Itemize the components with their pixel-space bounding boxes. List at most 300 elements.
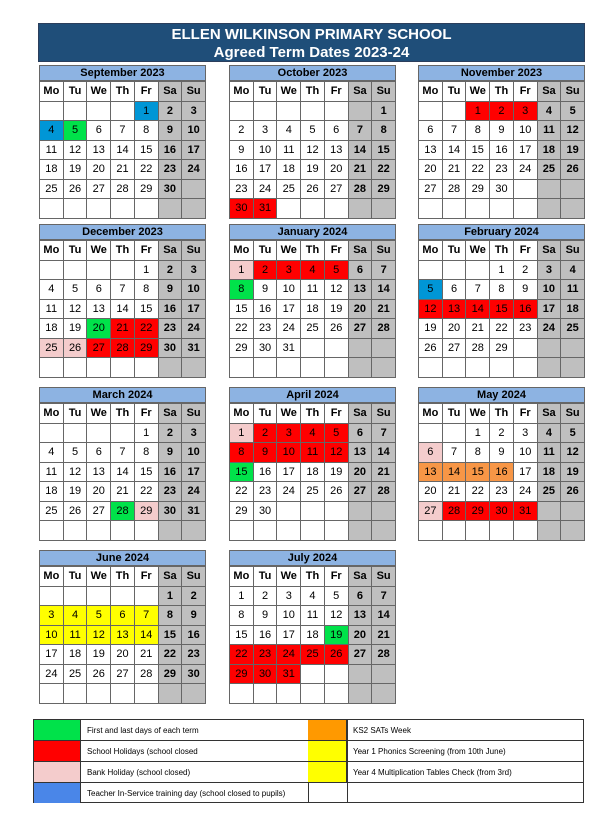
day-cell: 20 [87,482,111,502]
empty-cell [301,102,325,122]
month-december-2023 [39,224,206,378]
weekday-header: Su [561,241,585,261]
weekday-header: Tu [64,241,88,261]
day-cell: 22 [490,319,514,339]
day-cell: 15 [135,463,159,483]
day-cell: 8 [230,443,254,463]
day-cell: 19 [87,645,111,665]
day-cell: 14 [372,280,396,300]
empty-cell [372,521,396,541]
empty-cell [349,339,373,359]
empty-cell [159,521,183,541]
empty-cell [419,199,443,219]
weekday-header: Su [372,82,396,102]
day-cell: 13 [349,280,373,300]
empty-cell [111,261,135,281]
day-cell: 21 [349,160,373,180]
day-cell: 18 [561,300,585,320]
day-cell: 31 [514,502,538,522]
weekday-header: Su [182,241,206,261]
weekday-header: Mo [419,82,443,102]
day-cell: 4 [538,424,562,444]
day-cell: 27 [419,502,443,522]
weekday-header: Th [490,82,514,102]
day-cell: 25 [561,319,585,339]
day-cell: 11 [561,280,585,300]
day-cell: 14 [443,141,467,161]
day-cell: 5 [325,424,349,444]
empty-cell [182,180,206,200]
day-cell: 25 [538,482,562,502]
month-title: June 2024 [39,550,206,566]
weekday-header: Su [561,404,585,424]
day-cell: 1 [135,102,159,122]
day-cell: 17 [538,300,562,320]
empty-cell [514,339,538,359]
empty-cell [372,502,396,522]
day-cell: 23 [254,645,278,665]
legend-item-holidays [34,741,198,761]
month-grid [418,240,585,378]
day-cell: 12 [87,626,111,646]
empty-cell [301,684,325,704]
day-cell: 19 [64,319,88,339]
weekday-header: Su [182,567,206,587]
empty-cell [40,261,64,281]
day-cell: 24 [254,180,278,200]
day-cell: 8 [135,121,159,141]
day-cell: 26 [325,319,349,339]
empty-cell [466,199,490,219]
day-cell: 22 [230,482,254,502]
day-cell: 27 [349,482,373,502]
day-cell: 30 [254,339,278,359]
weekday-header: Fr [135,241,159,261]
weekday-header: Fr [135,82,159,102]
day-cell: 12 [325,443,349,463]
day-cell: 29 [466,502,490,522]
empty-cell [490,358,514,378]
day-cell: 17 [277,463,301,483]
day-cell: 9 [182,606,206,626]
day-cell: 25 [301,482,325,502]
weekday-header: Fr [514,82,538,102]
weekday-header: Mo [419,404,443,424]
day-cell: 24 [514,482,538,502]
day-cell: 24 [277,319,301,339]
day-cell: 21 [372,463,396,483]
day-cell: 18 [301,300,325,320]
empty-cell [111,424,135,444]
day-cell: 26 [64,339,88,359]
month-grid [229,240,396,378]
empty-cell [64,358,88,378]
weekday-header: Tu [254,404,278,424]
day-cell: 16 [514,300,538,320]
empty-cell [182,521,206,541]
day-cell: 5 [64,121,88,141]
day-cell: 27 [349,645,373,665]
day-cell: 7 [111,280,135,300]
empty-cell [443,102,467,122]
day-cell: 29 [372,180,396,200]
day-cell: 19 [325,300,349,320]
weekday-header: Tu [64,404,88,424]
empty-cell [40,587,64,607]
month-october-2023 [229,65,396,219]
legend-item-sats [308,720,411,740]
empty-cell [538,521,562,541]
empty-cell [182,199,206,219]
day-cell: 2 [182,587,206,607]
weekday-header: Mo [230,82,254,102]
weekday-header: Tu [254,241,278,261]
empty-cell [325,102,349,122]
day-cell: 1 [135,424,159,444]
day-cell: 25 [40,502,64,522]
day-cell: 9 [490,121,514,141]
empty-cell [230,684,254,704]
weekday-header: Mo [230,241,254,261]
empty-cell [87,199,111,219]
day-cell: 20 [443,319,467,339]
day-cell: 16 [254,300,278,320]
empty-cell [419,102,443,122]
day-cell: 13 [419,463,443,483]
day-cell: 28 [372,482,396,502]
day-cell: 17 [277,300,301,320]
day-cell: 11 [301,443,325,463]
month-title: November 2023 [418,65,585,81]
day-cell: 27 [87,180,111,200]
month-grid [229,566,396,704]
day-cell: 23 [230,180,254,200]
weekday-header: Tu [443,404,467,424]
day-cell: 25 [64,665,88,685]
weekday-header: Sa [349,567,373,587]
day-cell: 19 [561,463,585,483]
empty-cell [419,261,443,281]
empty-cell [111,684,135,704]
weekday-header: Th [490,404,514,424]
day-cell: 21 [111,482,135,502]
day-cell: 15 [490,300,514,320]
day-cell: 2 [490,102,514,122]
day-cell: 28 [466,339,490,359]
month-grid [418,81,585,219]
day-cell: 9 [159,443,183,463]
weekday-header: Fr [325,82,349,102]
month-title: April 2024 [229,387,396,403]
month-july-2024 [229,550,396,704]
empty-cell [561,521,585,541]
day-cell: 22 [135,319,159,339]
weekday-header: Tu [254,82,278,102]
empty-cell [277,502,301,522]
day-cell: 10 [277,280,301,300]
month-grid [39,81,206,219]
day-cell: 23 [159,160,183,180]
day-cell: 5 [301,121,325,141]
month-title: September 2023 [39,65,206,81]
empty-cell [538,358,562,378]
empty-cell [561,199,585,219]
weekday-header: Fr [135,404,159,424]
day-cell: 3 [182,102,206,122]
day-cell: 14 [372,606,396,626]
empty-cell [230,521,254,541]
day-cell: 30 [254,502,278,522]
day-cell: 4 [538,102,562,122]
day-cell: 6 [443,280,467,300]
calendar-subtitle: Agreed Term Dates 2023-24 [213,44,410,61]
day-cell: 23 [254,482,278,502]
day-cell: 26 [301,180,325,200]
day-cell: 18 [538,463,562,483]
weekday-header: We [277,241,301,261]
empty-cell [443,424,467,444]
day-cell: 27 [419,180,443,200]
empty-cell [64,424,88,444]
day-cell: 28 [443,180,467,200]
day-cell: 17 [182,463,206,483]
day-cell: 10 [182,121,206,141]
day-cell: 24 [277,482,301,502]
month-grid [39,403,206,541]
day-cell: 11 [301,606,325,626]
day-cell: 16 [254,463,278,483]
day-cell: 13 [443,300,467,320]
day-cell: 28 [349,180,373,200]
weekday-header: Sa [349,82,373,102]
empty-cell [64,261,88,281]
empty-cell [538,339,562,359]
empty-cell [561,358,585,378]
weekday-header: Mo [230,404,254,424]
day-cell: 17 [40,645,64,665]
legend-item-multiplication [308,762,512,782]
empty-cell [111,358,135,378]
empty-cell [87,587,111,607]
legend-item-bank-holiday [34,762,190,782]
empty-cell [419,424,443,444]
day-cell: 12 [301,141,325,161]
day-cell: 12 [64,141,88,161]
day-cell: 16 [230,160,254,180]
day-cell: 20 [111,645,135,665]
day-cell: 6 [87,121,111,141]
day-cell: 20 [349,463,373,483]
weekday-header: Sa [538,404,562,424]
day-cell: 22 [372,160,396,180]
empty-cell [111,102,135,122]
day-cell: 30 [159,502,183,522]
day-cell: 4 [64,606,88,626]
weekday-header: We [466,82,490,102]
day-cell: 17 [277,626,301,646]
month-march-2024 [39,387,206,541]
empty-cell [64,587,88,607]
empty-cell [372,665,396,685]
day-cell: 13 [419,141,443,161]
day-cell: 5 [561,102,585,122]
day-cell: 13 [349,606,373,626]
weekday-header: Sa [159,404,183,424]
day-cell: 11 [64,626,88,646]
empty-cell [538,199,562,219]
day-cell: 4 [40,280,64,300]
weekday-header: Fr [325,241,349,261]
day-cell: 1 [230,424,254,444]
weekday-header: We [466,241,490,261]
empty-cell [325,502,349,522]
weekday-header: Sa [538,82,562,102]
empty-cell [349,521,373,541]
day-cell: 7 [349,121,373,141]
empty-cell [135,521,159,541]
weekday-header: Th [301,241,325,261]
month-january-2024 [229,224,396,378]
empty-cell [325,521,349,541]
day-cell: 23 [514,319,538,339]
day-cell: 10 [254,141,278,161]
day-cell: 5 [64,443,88,463]
day-cell: 25 [40,339,64,359]
empty-cell [135,199,159,219]
day-cell: 23 [159,482,183,502]
day-cell: 23 [182,645,206,665]
weekday-header: We [277,82,301,102]
day-cell: 2 [254,261,278,281]
day-cell: 14 [135,626,159,646]
weekday-header: Tu [64,567,88,587]
day-cell: 18 [538,141,562,161]
day-cell: 14 [372,443,396,463]
day-cell: 30 [230,199,254,219]
day-cell: 22 [135,482,159,502]
empty-cell [64,521,88,541]
day-cell: 20 [325,160,349,180]
calendar-header [38,23,585,62]
empty-cell [443,199,467,219]
day-cell: 3 [40,606,64,626]
empty-cell [230,102,254,122]
empty-cell [135,684,159,704]
empty-cell [514,199,538,219]
empty-cell [349,358,373,378]
day-cell: 13 [325,141,349,161]
day-cell: 30 [159,180,183,200]
empty-cell [254,684,278,704]
day-cell: 21 [135,645,159,665]
weekday-header: Mo [40,241,64,261]
weekday-header: Tu [443,82,467,102]
day-cell: 21 [372,626,396,646]
legend-label: School Holidays (school closed [87,746,198,756]
month-grid [418,403,585,541]
day-cell: 13 [87,463,111,483]
month-may-2024 [418,387,585,541]
month-september-2023 [39,65,206,219]
day-cell: 31 [182,339,206,359]
empty-cell [301,502,325,522]
legend-label: Bank Holiday (school closed) [87,767,191,777]
day-cell: 10 [514,121,538,141]
weekday-header: Mo [230,567,254,587]
empty-cell [443,358,467,378]
day-cell: 27 [87,502,111,522]
day-cell: 21 [111,319,135,339]
day-cell: 24 [182,160,206,180]
day-cell: 18 [40,160,64,180]
day-cell: 1 [135,261,159,281]
empty-cell [135,358,159,378]
day-cell: 11 [40,463,64,483]
day-cell: 28 [372,645,396,665]
day-cell: 10 [277,606,301,626]
day-cell: 10 [40,626,64,646]
day-cell: 9 [490,443,514,463]
day-cell: 6 [419,121,443,141]
day-cell: 5 [87,606,111,626]
day-cell: 24 [182,482,206,502]
day-cell: 29 [230,665,254,685]
day-cell: 17 [182,300,206,320]
empty-cell [40,102,64,122]
day-cell: 27 [325,180,349,200]
day-cell: 29 [490,339,514,359]
day-cell: 4 [277,121,301,141]
legend-item-inset [34,783,285,803]
day-cell: 3 [277,587,301,607]
day-cell: 19 [301,160,325,180]
day-cell: 12 [561,443,585,463]
day-cell: 16 [182,626,206,646]
empty-cell [538,502,562,522]
day-cell: 14 [111,463,135,483]
empty-cell [159,684,183,704]
day-cell: 15 [230,463,254,483]
weekday-header: Su [372,241,396,261]
month-grid [39,240,206,378]
day-cell: 12 [64,463,88,483]
day-cell: 5 [325,261,349,281]
bank-holiday-swatch [34,762,81,782]
weekday-header: Mo [40,404,64,424]
day-cell: 30 [490,502,514,522]
empty-cell [372,358,396,378]
day-cell: 9 [254,443,278,463]
day-cell: 18 [64,645,88,665]
day-cell: 14 [111,300,135,320]
empty-cell [87,424,111,444]
day-cell: 21 [466,319,490,339]
day-cell: 29 [230,339,254,359]
inset-swatch [34,783,81,803]
day-cell: 5 [419,280,443,300]
day-cell: 29 [135,502,159,522]
empty-cell [254,102,278,122]
day-cell: 21 [111,160,135,180]
day-cell: 3 [277,424,301,444]
month-grid [229,81,396,219]
empty-cell [111,521,135,541]
day-cell: 14 [111,141,135,161]
day-cell: 27 [111,665,135,685]
weekday-header: We [466,404,490,424]
legend-label: Year 4 Multiplication Tables Check (from 3rd) [353,767,512,777]
day-cell: 1 [466,102,490,122]
